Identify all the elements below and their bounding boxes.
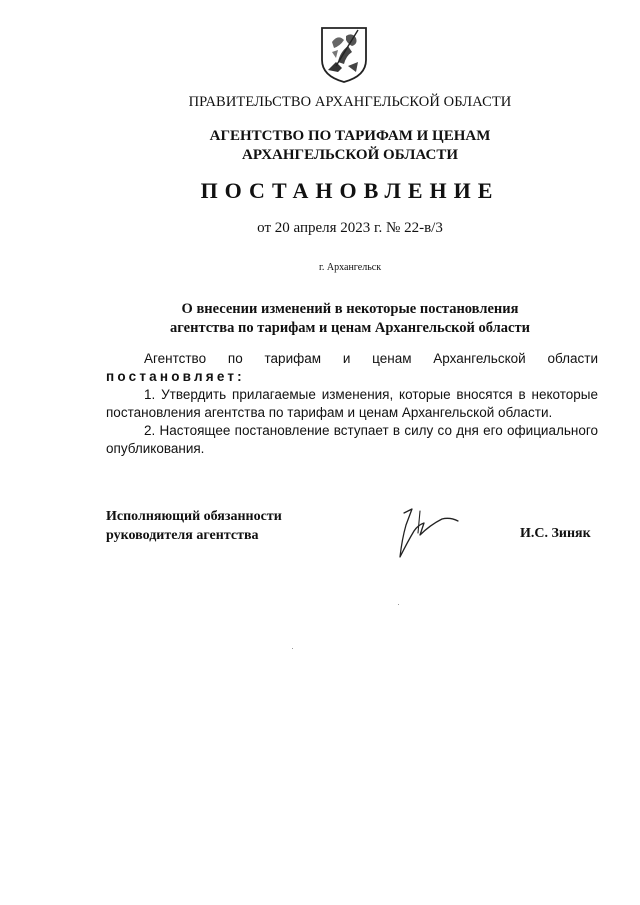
scan-speck <box>292 648 293 649</box>
signatory-title-line1: Исполняющий обязанности <box>106 509 282 524</box>
body-intro: Агентство по тарифам и ценам Архангельской области <box>144 351 598 366</box>
body-item-1: 1. Утвердить прилагаемые изменения, которые вносятся в некоторые постановления агентства по тарифам и ценам Архангельской области. <box>106 387 598 420</box>
agency-name <box>0 127 640 165</box>
signatory-name: И.С. Зиняк <box>520 526 591 541</box>
document-body <box>106 350 598 458</box>
government-name: ПРАВИТЕЛЬСТВО АРХАНГЕЛЬСКОЙ ОБЛАСТИ <box>188 94 512 110</box>
coat-of-arms-icon <box>318 22 370 84</box>
agency-name-line1: АГЕНТСТВО ПО ТАРИФАМ И ЦЕНАМ <box>209 128 491 144</box>
document-type: ПОСТАНОВЛЕНИЕ <box>200 178 500 203</box>
scan-speck <box>398 604 399 605</box>
body-item-2: 2. Настоящее постановление вступает в силу со дня его официального опубликования. <box>106 423 598 456</box>
subject-line1: О внесении изменений в некоторые постановления <box>181 301 519 317</box>
body-decree-word: постановляет: <box>106 369 245 384</box>
handwritten-signature <box>390 505 462 565</box>
document-subject <box>0 300 640 338</box>
agency-name-line2: АРХАНГЕЛЬСКОЙ ОБЛАСТИ <box>242 147 458 163</box>
signatory-title-line2: руководителя агентства <box>106 528 259 543</box>
document-date-number: от 20 апреля 2023 г. № 22-в/3 <box>257 220 443 236</box>
document-city: г. Архангельск <box>318 262 382 273</box>
subject-line2: агентства по тарифам и ценам Архангельской области <box>170 320 530 336</box>
signatory-title <box>106 507 282 545</box>
